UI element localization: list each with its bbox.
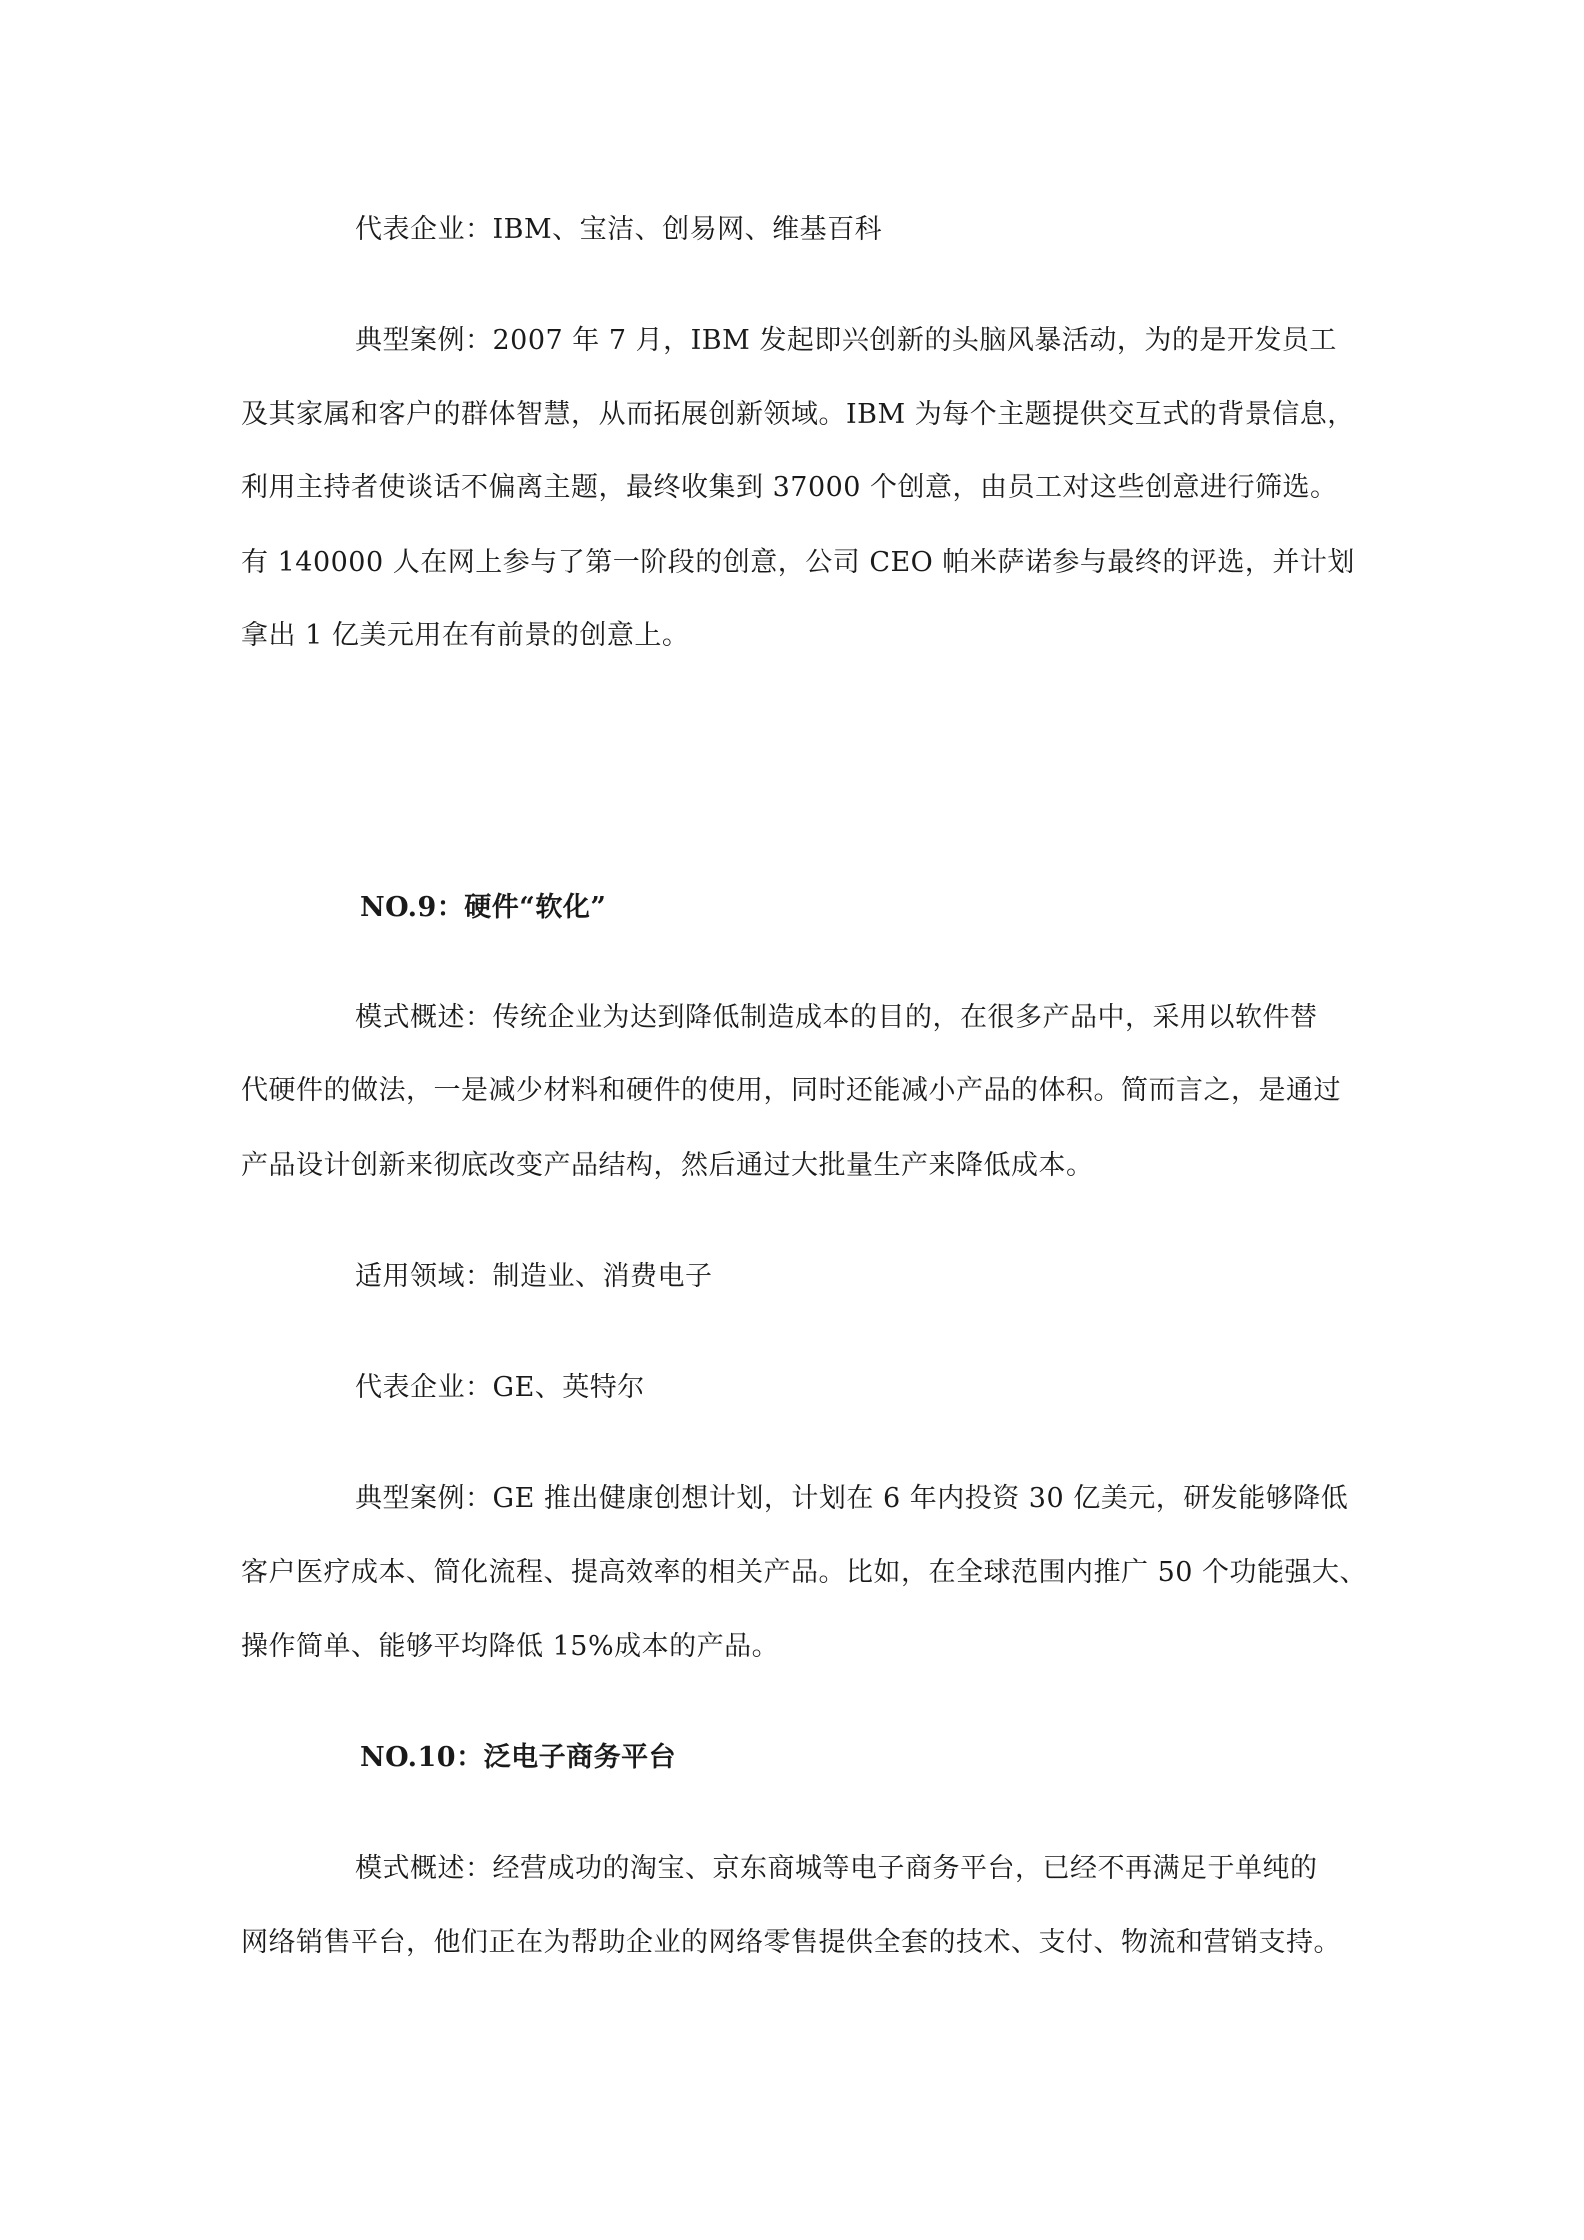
overview-paragraph-line: 网络销售平台，他们正在为帮助企业的网络零售提供全套的技术、支付、物流和营销支持。 [241,1927,1341,1958]
case-paragraph-line: 有 140000 人在网上参与了第一阶段的创意，公司 CEO 帕米萨诺参与最终的评选，并计划 [241,547,1355,578]
applicable-fields-line: 适用领域：制造业、消费电子 [355,1261,713,1292]
case-paragraph-line: 利用主持者使谈话不偏离主题，最终收集到 37000 个创意，由员工对这些创意进行筛选。 [241,472,1338,503]
overview-paragraph-line: 代硬件的做法，一是减少材料和硬件的使用，同时还能减小产品的体积。简而言之，是通过 [241,1075,1341,1106]
case-paragraph-line: 典型案例：2007 年 7 月，IBM 发起即兴创新的头脑风暴活动，为的是开发员工 [355,325,1337,356]
case-paragraph-line: 及其家属和客户的群体智慧，从而拓展创新领域。IBM 为每个主题提供交互式的背景信息， [241,399,1355,430]
overview-paragraph-line: 模式概述：传统企业为达到降低制造成本的目的，在很多产品中，采用以软件替 [355,1002,1318,1033]
overview-paragraph-line: 产品设计创新来彻底改变产品结构，然后通过大批量生产来降低成本。 [241,1150,1094,1181]
overview-paragraph-line: 模式概述：经营成功的淘宝、京东商城等电子商务平台，已经不再满足于单纯的 [355,1853,1318,1884]
section-heading: NO.10：泛电子商务平台 [360,1742,677,1773]
case-paragraph-line: 典型案例：GE 推出健康创想计划，计划在 6 年内投资 30 亿美元，研发能够降低 [355,1483,1349,1514]
case-paragraph-line: 拿出 1 亿美元用在有前景的创意上。 [241,620,690,651]
section-heading: NO.9：硬件“软化” [360,892,607,923]
case-paragraph-line: 客户医疗成本、简化流程、提高效率的相关产品。比如，在全球范围内推广 50 个功能强大、 [241,1557,1368,1588]
case-paragraph-line: 操作简单、能够平均降低 15%成本的产品。 [241,1631,780,1662]
representative-companies-line: 代表企业：IBM、宝洁、创易网、维基百科 [355,214,883,245]
representative-companies-line: 代表企业：GE、英特尔 [355,1372,645,1403]
